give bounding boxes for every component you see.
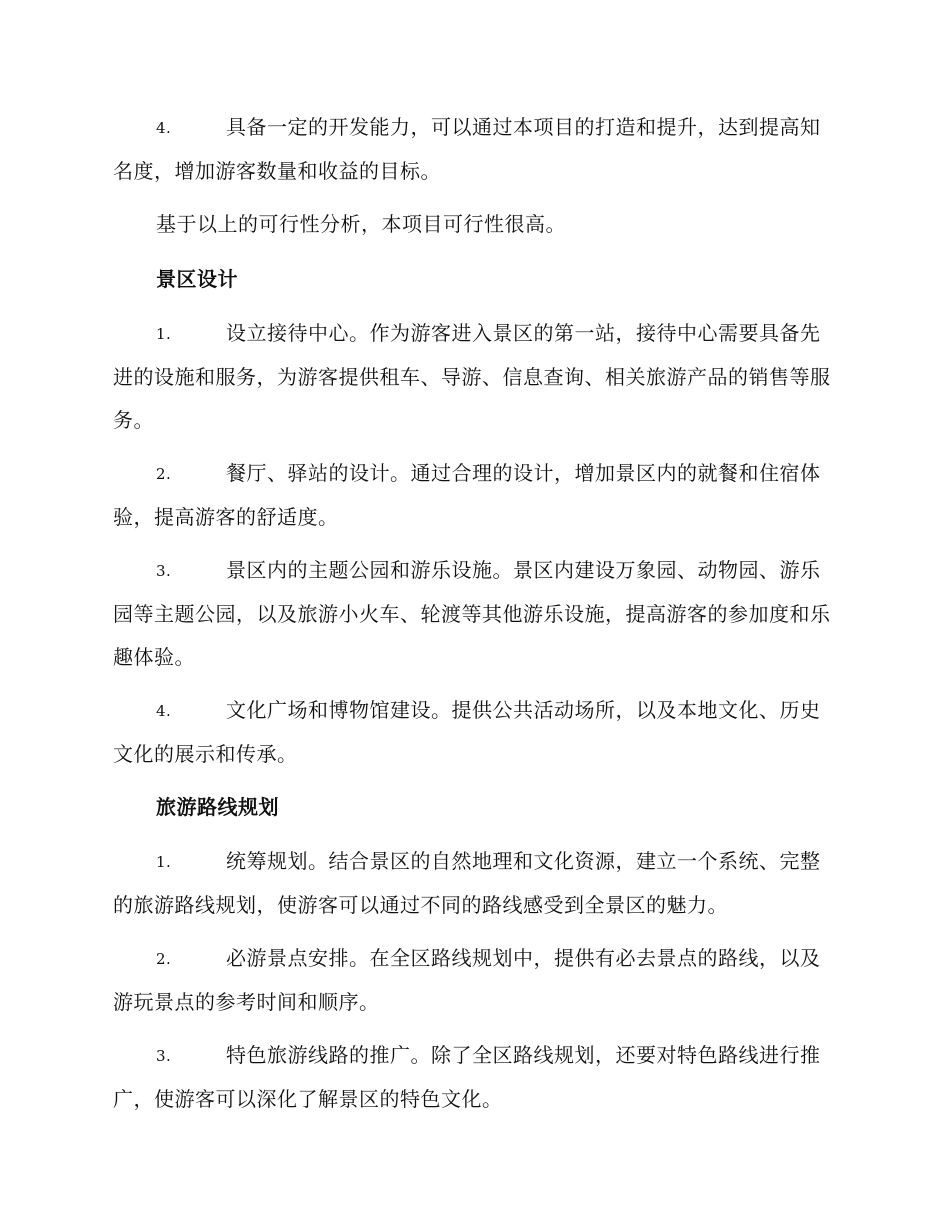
- list-item: [113, 312, 833, 442]
- list-number: 3.: [156, 1047, 172, 1065]
- list-text: 文化广场和博物馆建设。提供公共活动场所，以及本地文化、历史文化的展示和传承。: [113, 698, 821, 766]
- list-item: [113, 937, 833, 1024]
- section-heading: 景区设计: [156, 267, 238, 291]
- list-item: [113, 840, 833, 927]
- paragraph: 基于以上的可行性分析，本项目可行性很高。: [156, 212, 566, 236]
- list-number: 1.: [156, 853, 172, 871]
- list-text: 特色旅游线路的推广。除了全区路线规划，还要对特色路线进行推广，使游客可以深化了解景区的特色文化。: [113, 1043, 821, 1111]
- list-number: 2.: [156, 465, 172, 483]
- list-text: 具备一定的开发能力，可以通过本项目的打造和提升，达到提高知名度，增加游客数量和收益的目标。: [113, 115, 821, 183]
- list-text: 餐厅、驿站的设计。通过合理的设计，增加景区内的就餐和住宿体验，提高游客的舒适度。: [113, 461, 821, 529]
- list-text: 景区内的主题公园和游乐设施。景区内建设万象园、动物园、游乐园等主题公园，以及旅游小火车、轮渡等其他游乐设施，提高游客的参加度和乐趣体验。: [113, 558, 831, 669]
- section-heading: 旅游路线规划: [156, 795, 279, 819]
- list-item: [113, 452, 833, 539]
- list-text: 必游景点安排。在全区路线规划中，提供有必去景点的路线，以及游玩景点的参考时间和顺序。: [113, 946, 821, 1014]
- list-item: [113, 106, 833, 193]
- list-item: [113, 1034, 833, 1121]
- list-text: 统筹规划。结合景区的自然地理和文化资源，建立一个系统、完整的旅游路线规划，使游客可以通过不同的路线感受到全景区的魅力。: [113, 849, 821, 917]
- list-item: [113, 549, 833, 679]
- list-text: 设立接待中心。作为游客进入景区的第一站，接待中心需要具备先进的设施和服务，为游客提供租车、导游、信息查询、相关旅游产品的销售等服务。: [113, 321, 831, 432]
- list-number: 4.: [156, 702, 172, 720]
- list-item: [113, 689, 833, 776]
- list-number: 2.: [156, 950, 172, 968]
- list-number: 1.: [156, 325, 172, 343]
- list-number: 3.: [156, 562, 172, 580]
- list-number: 4.: [156, 119, 172, 137]
